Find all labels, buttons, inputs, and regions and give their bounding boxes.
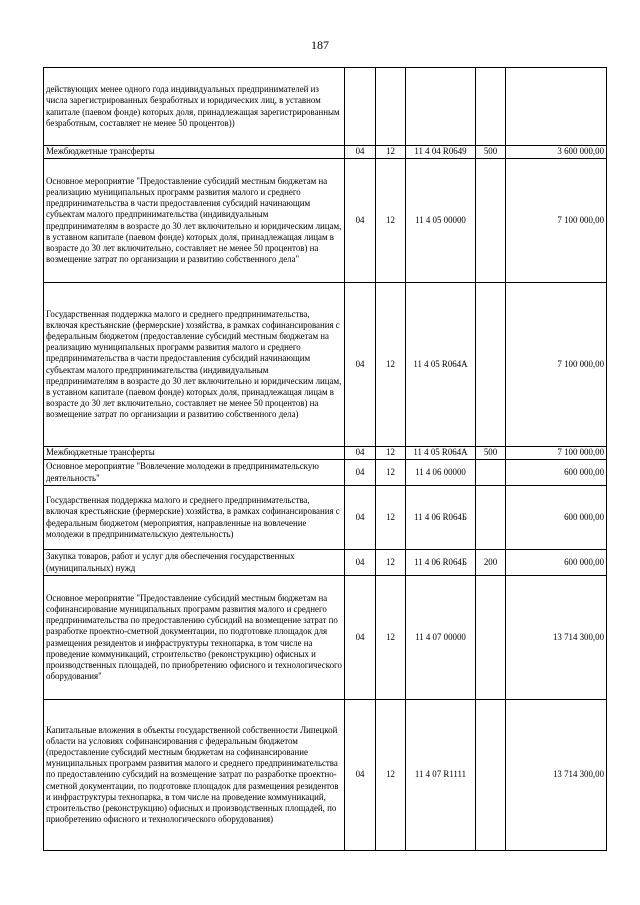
row-subsection: 12 bbox=[376, 700, 406, 851]
row-subsection: 12 bbox=[376, 146, 406, 159]
row-expense-type bbox=[476, 460, 506, 486]
row-subsection bbox=[376, 68, 406, 146]
row-amount: 600 000,00 bbox=[506, 460, 607, 486]
row-article: 11 4 06 R064Б bbox=[406, 550, 476, 576]
row-name: Межбюджетные трансферты bbox=[44, 146, 345, 159]
row-name: действующих менее одного года индивидуальных предпринимателей из числа зарегистрированных безработных и юридических лиц, в уставном капитале (паевом фонде) которых доля, принадлежащая зарегистрированным безработным, составляет не менее 50 процентов)) bbox=[44, 68, 345, 146]
table-row bbox=[44, 576, 607, 700]
table-row bbox=[44, 68, 607, 146]
row-name: Основное мероприятие "Вовлечение молодежи в предпринимательскую деятельность" bbox=[44, 460, 345, 486]
row-subsection: 12 bbox=[376, 283, 406, 447]
row-name: Государственная поддержка малого и среднего предпринимательства, включая крестьянские (фермерские) хозяйства, в рамках софинансирования с федеральным бюджетом (мероприятия, направленные на вовлечение молодежи в предпринимательскую деятельность) bbox=[44, 486, 345, 550]
row-article: 11 4 06 R064Б bbox=[406, 486, 476, 550]
row-section: 04 bbox=[345, 283, 376, 447]
row-expense-type bbox=[476, 68, 506, 146]
row-article: 11 4 06 00000 bbox=[406, 460, 476, 486]
row-amount: 3 600 000,00 bbox=[506, 146, 607, 159]
row-expense-type: 500 bbox=[476, 447, 506, 460]
row-amount: 13 714 300,00 bbox=[506, 700, 607, 851]
row-subsection: 12 bbox=[376, 460, 406, 486]
row-subsection: 12 bbox=[376, 159, 406, 283]
row-subsection: 12 bbox=[376, 550, 406, 576]
budget-table bbox=[43, 67, 607, 851]
row-section: 04 bbox=[345, 447, 376, 460]
row-section: 04 bbox=[345, 700, 376, 851]
table-row bbox=[44, 283, 607, 447]
row-amount: 7 100 000,00 bbox=[506, 283, 607, 447]
row-article: 11 4 05 R064A bbox=[406, 283, 476, 447]
row-article: 11 4 05 R064A bbox=[406, 447, 476, 460]
row-article: 11 4 04 R0649 bbox=[406, 146, 476, 159]
row-amount: 600 000,00 bbox=[506, 550, 607, 576]
row-expense-type: 500 bbox=[476, 146, 506, 159]
row-expense-type: 200 bbox=[476, 550, 506, 576]
row-expense-type bbox=[476, 700, 506, 851]
row-section: 04 bbox=[345, 486, 376, 550]
table-row bbox=[44, 159, 607, 283]
row-name: Государственная поддержка малого и среднего предпринимательства, включая крестьянские (фермерские) хозяйства, в рамках софинансирования с федеральным бюджетом (предоставление субсидий местным бюджетам на реализацию муниципальных программ развития малого и среднего предпринимательства в части предоставления субсидий начинающим субъектам малого предпринимательства (индивидуальным предпринимателям в возрасте до 30 лет включительно и юридическим лицам, в уставном капитале (паевом фонде) которых доля, принадлежащая лицам в возрасте до 30 лет включительно, составляет не менее 50 процентов) на возмещение затрат по организации и развитию собственного дела) bbox=[44, 283, 345, 447]
table-row bbox=[44, 550, 607, 576]
table-row bbox=[44, 460, 607, 486]
row-expense-type bbox=[476, 576, 506, 700]
row-subsection: 12 bbox=[376, 576, 406, 700]
row-name: Закупка товаров, работ и услуг для обеспечения государственных (муниципальных) нужд bbox=[44, 550, 345, 576]
row-amount: 7 100 000,00 bbox=[506, 159, 607, 283]
row-article: 11 4 05 00000 bbox=[406, 159, 476, 283]
row-section: 04 bbox=[345, 159, 376, 283]
row-section: 04 bbox=[345, 576, 376, 700]
table-row bbox=[44, 146, 607, 159]
table-row bbox=[44, 700, 607, 851]
table-row bbox=[44, 447, 607, 460]
row-amount: 13 714 300,00 bbox=[506, 576, 607, 700]
row-article: 11 4 07 R1111 bbox=[406, 700, 476, 851]
row-amount: 7 100 000,00 bbox=[506, 447, 607, 460]
page-number: 187 bbox=[311, 38, 329, 52]
row-name: Межбюджетные трансферты bbox=[44, 447, 345, 460]
row-name: Основное мероприятие "Предоставление субсидий местным бюджетам на софинансирование муниципальных программ развития малого и среднего предпринимательства по предоставлению субсидий на возмещение затрат по разработке проектно-сметной документации, по подготовке площадок для размещения резидентов и инфраструктуры технопарка, в том числе на проведение коммуникаций, строительство (реконструкцию) офисных и производственных площадей, по приобретению офисного и технологического оборудования" bbox=[44, 576, 345, 700]
row-amount: 600 000,00 bbox=[506, 486, 607, 550]
row-section: 04 bbox=[345, 460, 376, 486]
row-name: Основное мероприятие "Предоставление субсидий местным бюджетам на реализацию муниципальных программ развития малого и среднего предпринимательства в части предоставления субсидий начинающим субъектам малого предпринимательства (индивидуальным предпринимателям в возрасте до 30 лет включительно и юридическим лицам, в уставном капитале (паевом фонде) которых доля, принадлежащая лицам в возрасте до 30 лет включительно, составляет не менее 50 процентов) на возмещение затрат по организации и развитию собственного дела" bbox=[44, 159, 345, 283]
row-article bbox=[406, 68, 476, 146]
row-amount bbox=[506, 68, 607, 146]
row-expense-type bbox=[476, 283, 506, 447]
row-section: 04 bbox=[345, 550, 376, 576]
row-expense-type bbox=[476, 159, 506, 283]
row-section bbox=[345, 68, 376, 146]
table-row bbox=[44, 486, 607, 550]
row-article: 11 4 07 00000 bbox=[406, 576, 476, 700]
row-expense-type bbox=[476, 486, 506, 550]
row-subsection: 12 bbox=[376, 447, 406, 460]
row-section: 04 bbox=[345, 146, 376, 159]
row-subsection: 12 bbox=[376, 486, 406, 550]
row-name: Капитальные вложения в объекты государственной собственности Липецкой области на условиях софинансирования с федеральным бюджетом (предоставление субсидий местным бюджетам на софинансирование муниципальных программ развития малого и среднего предпринимательства по предоставлению субсидий на возмещение затрат по разработке проектно-сметной документации, по подготовке площадок для размещения резидентов и инфраструктуры технопарка, в том числе на проведение коммуникаций, строительство (реконструкцию) офисных и производственных площадей, по приобретению офисного и технологического оборудования) bbox=[44, 700, 345, 851]
